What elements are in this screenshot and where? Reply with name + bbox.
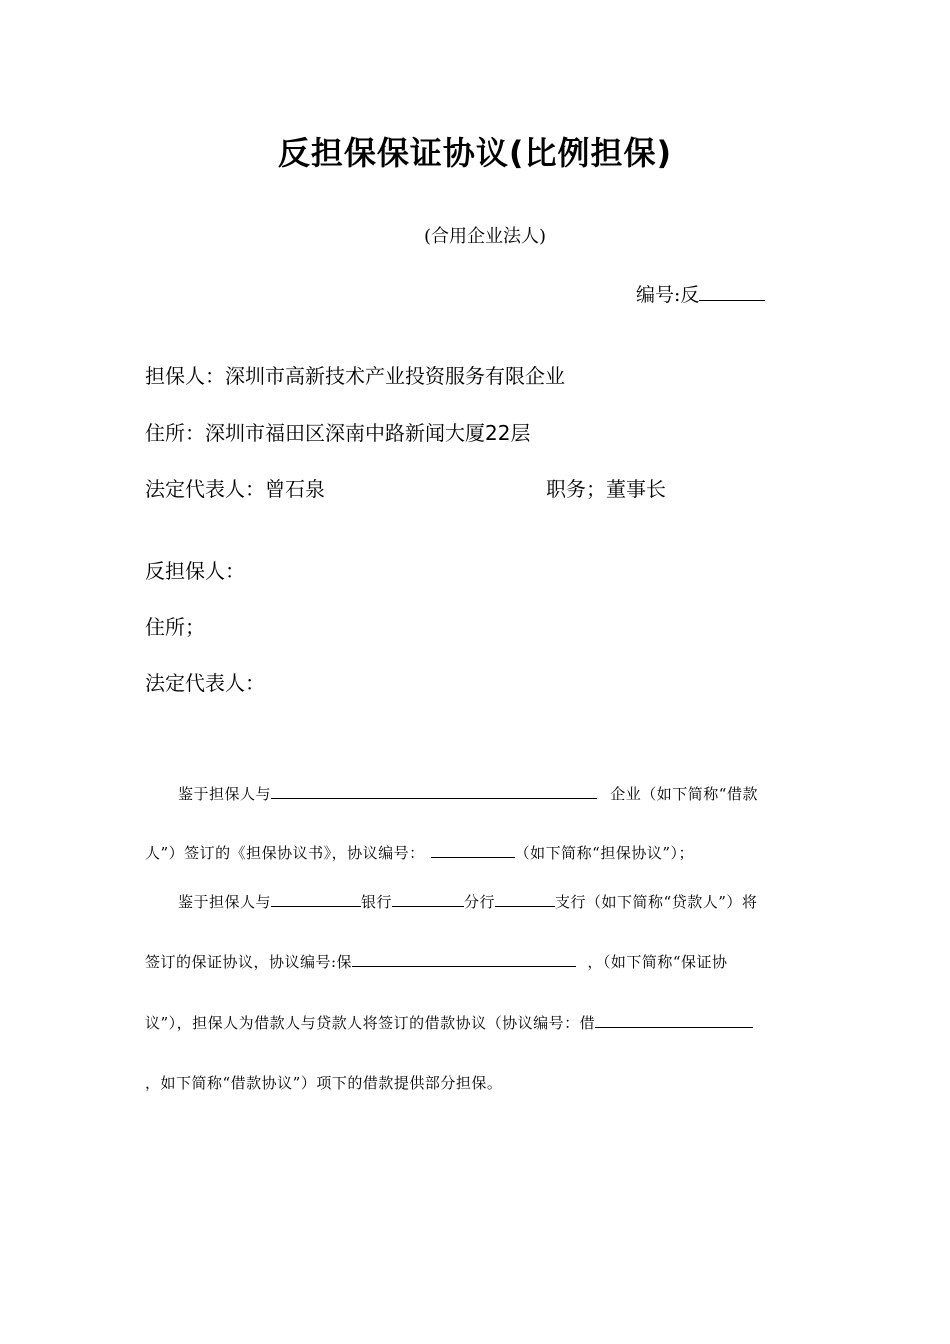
paragraph-text: 支行（如下简称“贷款人”）将 <box>555 893 758 911</box>
guarantee-number-blank <box>431 842 515 858</box>
number-blank <box>699 285 765 301</box>
paragraph-text: 分行 <box>464 893 496 911</box>
guarantor-address: 住所：深圳市福田区深南中路新闻大厦22层 <box>145 421 531 445</box>
paragraph-text: 企业（如下简称“借款 <box>610 785 758 803</box>
guarantor-representative-row <box>145 473 325 502</box>
paragraph-2-line-1 <box>178 891 757 912</box>
paragraph-text: 鉴于担保人与 <box>178 893 272 911</box>
paragraph-text: 银行 <box>361 893 393 911</box>
paragraph-2-line-3 <box>145 1012 753 1033</box>
paragraph-text: 签订的保证协议，协议编号:保 <box>145 953 353 971</box>
branch-blank <box>392 891 464 907</box>
document-number <box>636 280 765 307</box>
paragraph-1-line-2 <box>145 842 694 863</box>
paragraph-2-line-2 <box>145 951 728 972</box>
loan-number-blank <box>595 1012 753 1028</box>
guarantor-representative: 法定代表人：曾石泉 <box>145 477 325 501</box>
document-subtitle: (合用企业法人) <box>423 226 547 247</box>
sub-branch-blank <box>495 891 555 907</box>
paragraph-text: ，（如下简称“保证协 <box>587 953 728 971</box>
paragraph-text: 人”）签订的《担保协议书》，协议编号： <box>145 844 425 862</box>
paragraph-1-line-1 <box>178 783 758 804</box>
paragraph-text: 议”），担保人为借款人与贷款人将签订的借款协议（协议编号：借 <box>145 1014 596 1032</box>
borrower-blank <box>271 783 597 799</box>
paragraph-2-line-4: ，如下简称“借款协议”）项下的借款提供部分担保。 <box>145 1074 503 1092</box>
counter-guarantor-address: 住所； <box>145 615 205 639</box>
paragraph-text: 鉴于担保人与 <box>178 785 272 803</box>
guarantor-name: 担保人：深圳市高新技术产业投资服务有限企业 <box>145 364 565 388</box>
paragraph-text: （如下简称“担保协议”）； <box>514 844 695 862</box>
bank-blank <box>271 891 361 907</box>
document-title: 反担保保证协议(比例担保) <box>277 134 673 172</box>
counter-guarantor-representative: 法定代表人： <box>145 671 265 695</box>
counter-guarantor-name: 反担保人： <box>145 559 245 583</box>
guarantee-contract-blank <box>352 951 576 967</box>
number-label: 编号:反 <box>636 284 700 306</box>
guarantor-position: 职务；董事长 <box>546 477 666 501</box>
